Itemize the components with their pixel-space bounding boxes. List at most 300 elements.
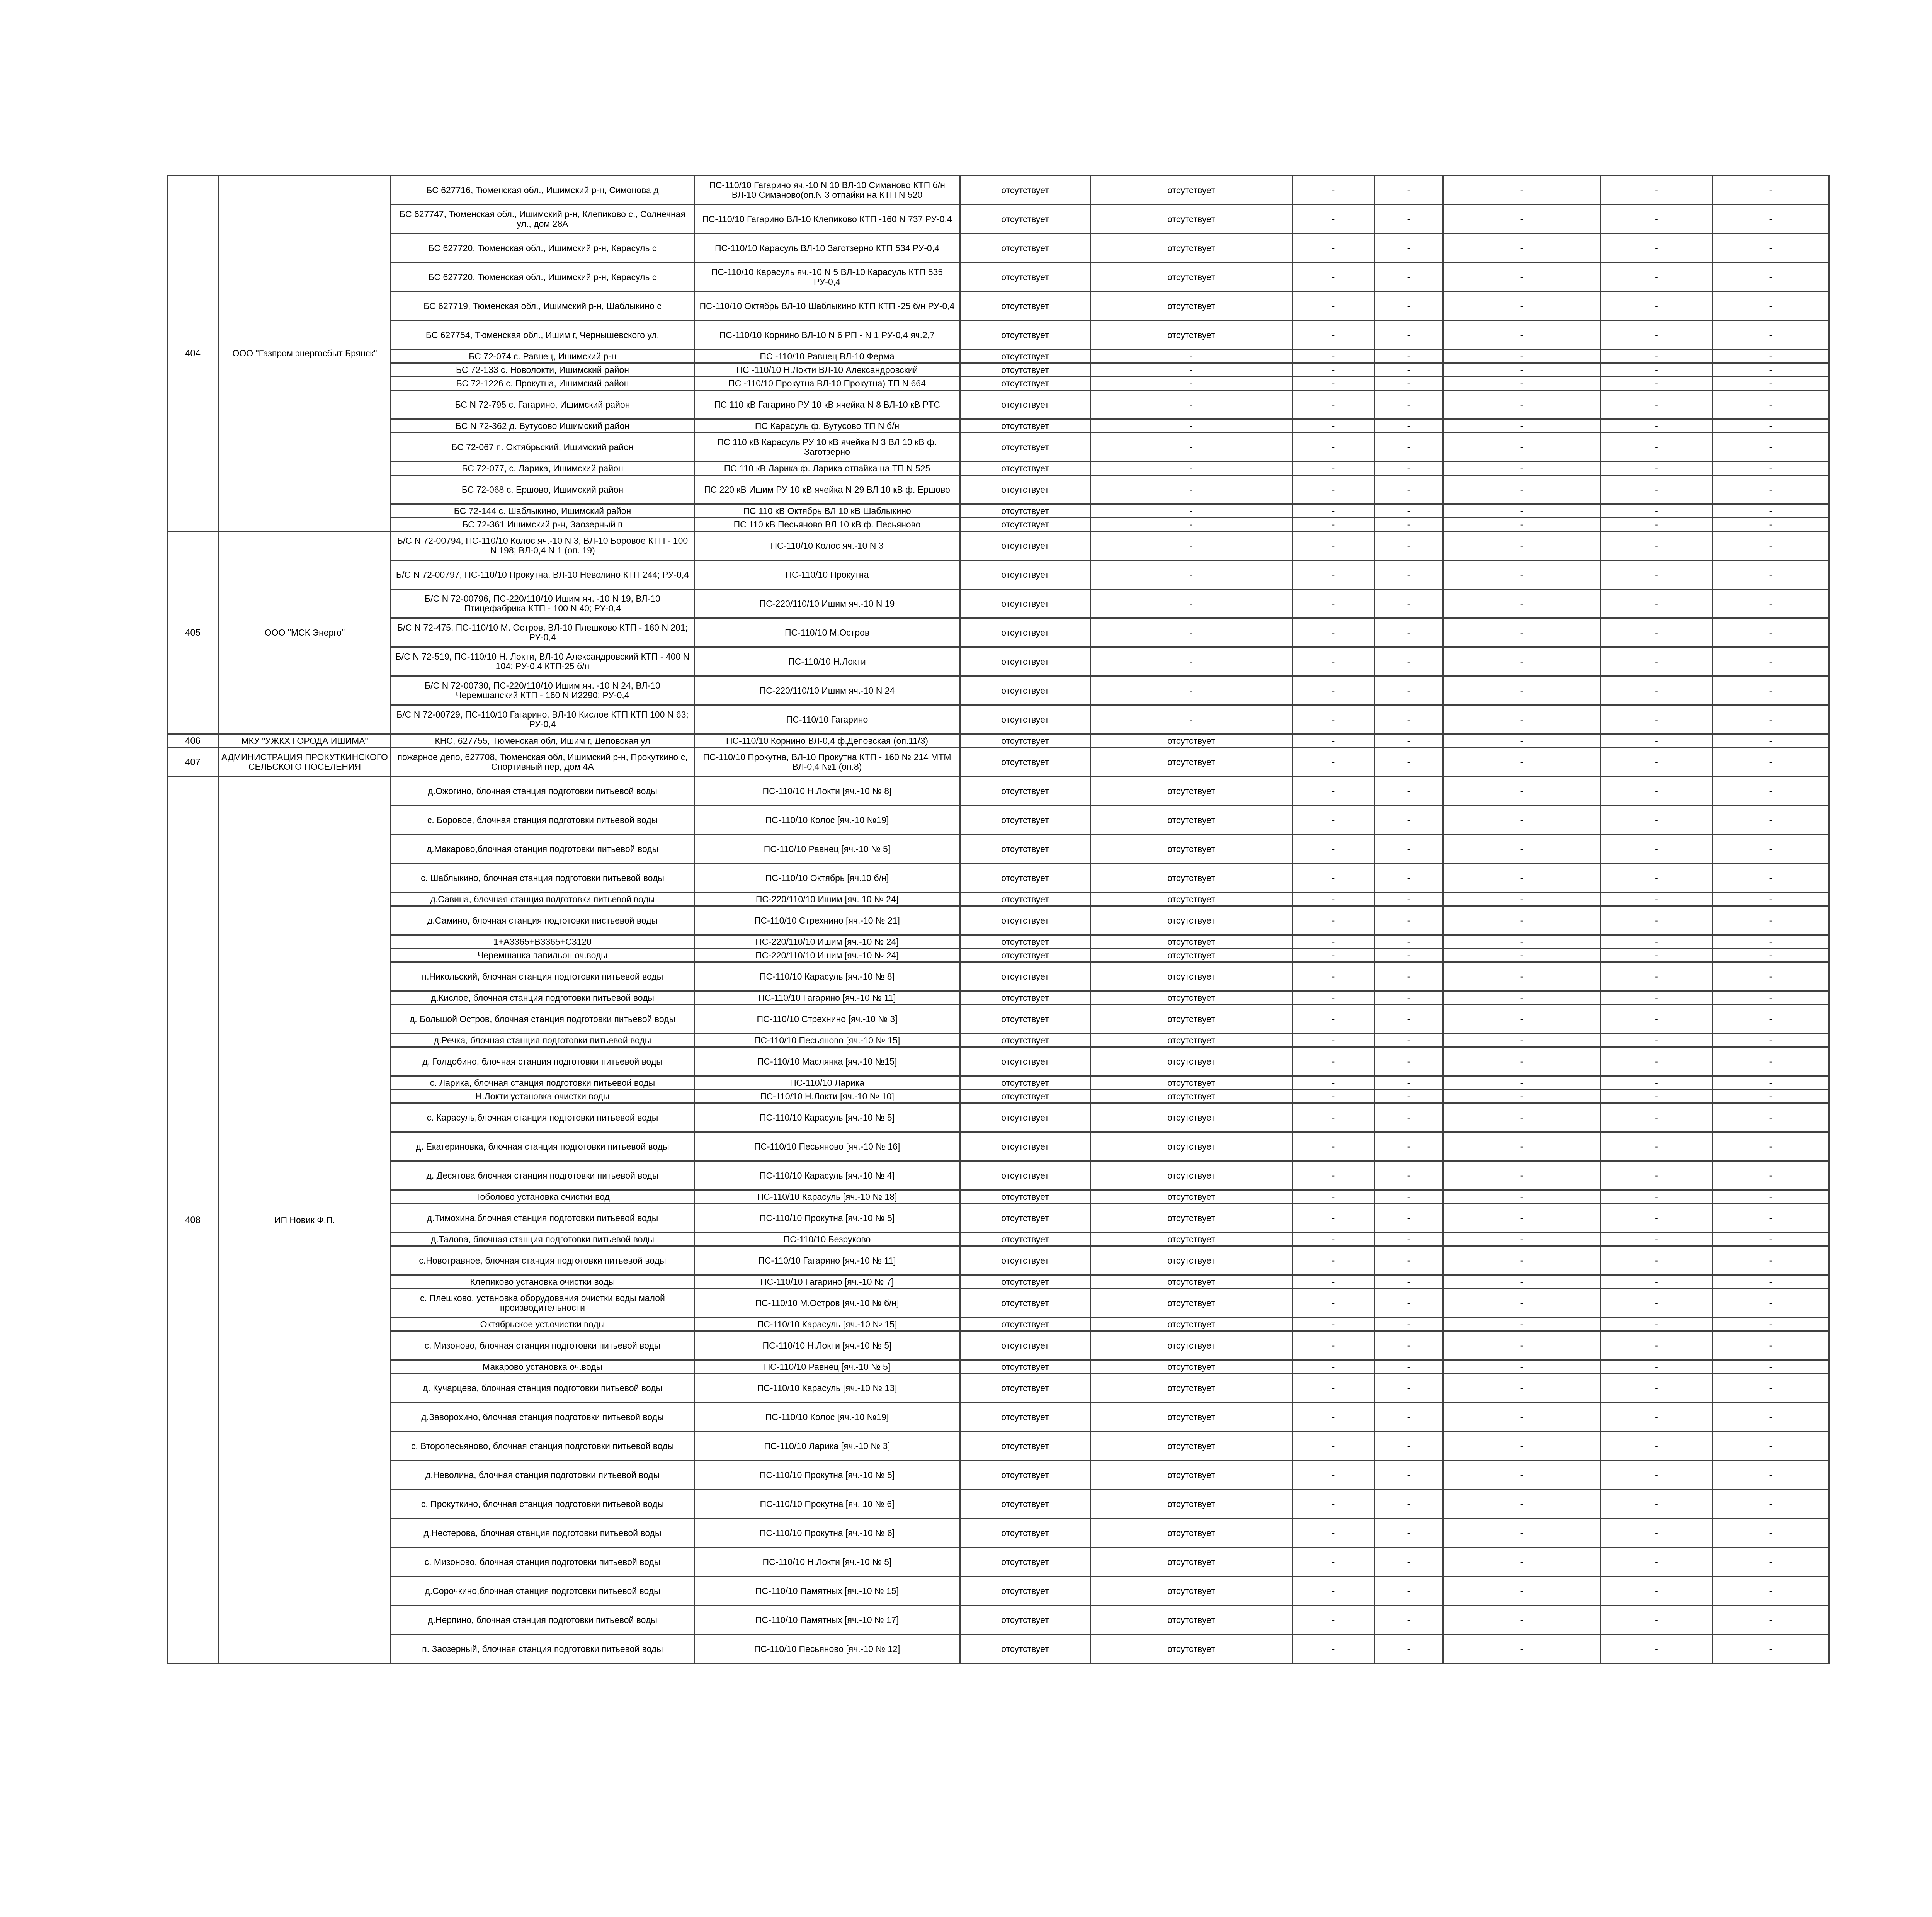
dash-cell: - xyxy=(1601,1403,1713,1432)
dash-cell: - xyxy=(1374,433,1443,462)
object-address: д. Десятова блочная станция подготовки питьевой воды xyxy=(391,1161,694,1190)
dash-cell: - xyxy=(1293,676,1374,705)
object-address: Тоболово установка очистки вод xyxy=(391,1190,694,1204)
dash-cell: - xyxy=(1713,1090,1829,1103)
table-row xyxy=(167,377,1829,390)
status-cell: отсутствует xyxy=(960,518,1090,531)
dash-cell: - xyxy=(1713,560,1829,589)
status-cell: - xyxy=(1090,531,1293,560)
object-address: БС 627720, Тюменская обл., Ишимский р-н, Карасуль с xyxy=(391,234,694,263)
object-address: Б/С N 72-00794, ПС-110/10 Колос яч.-10 N 3, ВЛ-10 Боровое КТП - 100 N 198; ВЛ-0,4 N 1 (оп. 19) xyxy=(391,531,694,560)
status-cell: отсутствует xyxy=(960,935,1090,949)
object-address: Черемшанка павильон оч.воды xyxy=(391,949,694,962)
status-cell: отсутствует xyxy=(960,1403,1090,1432)
status-cell: отсутствует xyxy=(960,1360,1090,1374)
status-cell: отсутствует xyxy=(1090,176,1293,205)
status-cell: отсутствует xyxy=(960,1635,1090,1664)
dash-cell: - xyxy=(1443,1204,1601,1233)
supply-center: ПС-220/110/10 Ишим [яч.-10 № 24] xyxy=(694,935,960,949)
dash-cell: - xyxy=(1601,806,1713,835)
dash-cell: - xyxy=(1374,705,1443,734)
status-cell: отсутствует xyxy=(960,1275,1090,1289)
dash-cell: - xyxy=(1374,1246,1443,1275)
status-cell: отсутствует xyxy=(960,1132,1090,1161)
table-row xyxy=(167,906,1829,935)
object-address: с. Шаблыкино, блочная станция подготовки питьевой воды xyxy=(391,864,694,893)
dash-cell: - xyxy=(1374,321,1443,350)
status-cell: отсутствует xyxy=(1090,1190,1293,1204)
status-cell: отсутствует xyxy=(960,777,1090,806)
supply-center: ПС-110/10 Маслянка [яч.-10 №15] xyxy=(694,1047,960,1076)
dash-cell: - xyxy=(1443,777,1601,806)
dash-cell: - xyxy=(1601,390,1713,419)
dash-cell: - xyxy=(1601,1490,1713,1519)
dash-cell: - xyxy=(1293,433,1374,462)
dash-cell: - xyxy=(1713,1289,1829,1318)
object-address: 1+А3365+В3365+С3120 xyxy=(391,935,694,949)
dash-cell: - xyxy=(1293,205,1374,234)
status-cell: отсутствует xyxy=(1090,1103,1293,1132)
status-cell: отсутствует xyxy=(1090,1577,1293,1606)
table-row xyxy=(167,350,1829,363)
dash-cell: - xyxy=(1713,1577,1829,1606)
dash-cell: - xyxy=(1293,475,1374,504)
dash-cell: - xyxy=(1443,234,1601,263)
object-address: д.Ожогино, блочная станция подготовки питьевой воды xyxy=(391,777,694,806)
supply-center: ПС-110/10 Прокутна, ВЛ-10 Прокутна КТП - 160 № 214 МТМ ВЛ-0,4 №1 (оп.8) xyxy=(694,748,960,777)
dash-cell: - xyxy=(1713,419,1829,433)
status-cell: отсутствует xyxy=(960,864,1090,893)
object-address: БС 627719, Тюменская обл., Ишимский р-н, Шаблыкино с xyxy=(391,292,694,321)
table-row xyxy=(167,618,1829,647)
object-address: д.Савина, блочная станция подготовки питьевой воды xyxy=(391,893,694,906)
status-cell: отсутствует xyxy=(1090,1606,1293,1635)
object-address: д.Неволина, блочная станция подготовки питьевой воды xyxy=(391,1461,694,1490)
dash-cell: - xyxy=(1293,748,1374,777)
dash-cell: - xyxy=(1443,1519,1601,1548)
dash-cell: - xyxy=(1293,419,1374,433)
status-cell: отсутствует xyxy=(1090,806,1293,835)
dash-cell: - xyxy=(1713,1132,1829,1161)
dash-cell: - xyxy=(1443,475,1601,504)
table-row xyxy=(167,1490,1829,1519)
dash-cell: - xyxy=(1713,1548,1829,1577)
dash-cell: - xyxy=(1443,1246,1601,1275)
status-cell: отсутствует xyxy=(960,1289,1090,1318)
object-address: с. Прокуткино, блочная станция подготовки питьевой воды xyxy=(391,1490,694,1519)
supply-center: ПС-110/10 Карасуль яч.-10 N 5 ВЛ-10 Карасуль КТП 535 РУ-0,4 xyxy=(694,263,960,292)
status-cell: отсутствует xyxy=(1090,292,1293,321)
dash-cell: - xyxy=(1374,1360,1443,1374)
table-row xyxy=(167,1360,1829,1374)
supply-center: ПС-110/10 Гагарино xyxy=(694,705,960,734)
dash-cell: - xyxy=(1293,618,1374,647)
dash-cell: - xyxy=(1443,518,1601,531)
status-cell: отсутствует xyxy=(960,991,1090,1005)
dash-cell: - xyxy=(1601,531,1713,560)
dash-cell: - xyxy=(1293,321,1374,350)
status-cell: отсутствует xyxy=(1090,1403,1293,1432)
dash-cell: - xyxy=(1293,462,1374,475)
table-row xyxy=(167,589,1829,618)
dash-cell: - xyxy=(1601,518,1713,531)
object-address: д.Талова, блочная станция подготовки питьевой воды xyxy=(391,1233,694,1246)
dash-cell: - xyxy=(1601,734,1713,748)
supply-center: ПС-110/10 Корнино ВЛ-0,4 ф.Деповская (оп.11/3) xyxy=(694,734,960,748)
table-row xyxy=(167,234,1829,263)
table-row xyxy=(167,321,1829,350)
dash-cell: - xyxy=(1601,1076,1713,1090)
dash-cell: - xyxy=(1374,475,1443,504)
dash-cell: - xyxy=(1293,1090,1374,1103)
dash-cell: - xyxy=(1601,1318,1713,1331)
status-cell: отсутствует xyxy=(960,475,1090,504)
dash-cell: - xyxy=(1374,1519,1443,1548)
dash-cell: - xyxy=(1374,350,1443,363)
supply-center: ПС-110/10 Прокутна xyxy=(694,560,960,589)
table-row xyxy=(167,1034,1829,1047)
status-cell: отсутствует xyxy=(960,263,1090,292)
dash-cell: - xyxy=(1713,1005,1829,1034)
dash-cell: - xyxy=(1293,1047,1374,1076)
status-cell: отсутствует xyxy=(1090,893,1293,906)
dash-cell: - xyxy=(1713,1374,1829,1403)
dash-cell: - xyxy=(1713,176,1829,205)
object-address: д.Сорочкино,блочная станция подготовки питьевой воды xyxy=(391,1577,694,1606)
supply-center: ПС 110 кВ Песьяново ВЛ 10 кВ ф. Песьяново xyxy=(694,518,960,531)
dash-cell: - xyxy=(1443,1190,1601,1204)
dash-cell: - xyxy=(1601,748,1713,777)
dash-cell: - xyxy=(1713,1432,1829,1461)
object-address: пожарное депо, 627708, Тюменская обл, Ишимский р-н, Прокуткино с, Спортивный пер, дом 4А xyxy=(391,748,694,777)
dash-cell: - xyxy=(1443,962,1601,991)
dash-cell: - xyxy=(1293,1432,1374,1461)
dash-cell: - xyxy=(1293,176,1374,205)
status-cell: - xyxy=(1090,390,1293,419)
table-row xyxy=(167,1005,1829,1034)
dash-cell: - xyxy=(1443,991,1601,1005)
status-cell: отсутствует xyxy=(1090,777,1293,806)
dash-cell: - xyxy=(1293,1331,1374,1360)
table-row xyxy=(167,1318,1829,1331)
dash-cell: - xyxy=(1601,1275,1713,1289)
table-row xyxy=(167,504,1829,518)
status-cell: отсутствует xyxy=(1090,1233,1293,1246)
dash-cell: - xyxy=(1713,350,1829,363)
object-address: с.Новотравное, блочная станция подготовки питьевой воды xyxy=(391,1246,694,1275)
dash-cell: - xyxy=(1374,734,1443,748)
supply-center: ПС-110/10 Ларика xyxy=(694,1076,960,1090)
status-cell: - xyxy=(1090,518,1293,531)
table-row xyxy=(167,419,1829,433)
dash-cell: - xyxy=(1443,1490,1601,1519)
dash-cell: - xyxy=(1293,991,1374,1005)
supply-center: ПС-110/10 Памятных [яч.-10 № 15] xyxy=(694,1577,960,1606)
object-address: БС N 72-362 д. Бутусово Ишимский район xyxy=(391,419,694,433)
dash-cell: - xyxy=(1374,1161,1443,1190)
table-row xyxy=(167,1289,1829,1318)
status-cell: - xyxy=(1090,560,1293,589)
supply-center: ПС-110/10 Колос [яч.-10 №19] xyxy=(694,806,960,835)
dash-cell: - xyxy=(1601,705,1713,734)
status-cell: отсутствует xyxy=(1090,935,1293,949)
dash-cell: - xyxy=(1374,864,1443,893)
status-cell: - xyxy=(1090,419,1293,433)
status-cell: отсутствует xyxy=(1090,1490,1293,1519)
status-cell: отсутствует xyxy=(960,1432,1090,1461)
data-table xyxy=(167,175,1830,1664)
dash-cell: - xyxy=(1601,1635,1713,1664)
object-address: д.Нерпино, блочная станция подготовки питьевой воды xyxy=(391,1606,694,1635)
object-address: д.Тимохина,блочная станция подготовки питьевой воды xyxy=(391,1204,694,1233)
table-row xyxy=(167,734,1829,748)
object-address: д. Голдобино, блочная станция подготовки питьевой воды xyxy=(391,1047,694,1076)
dash-cell: - xyxy=(1374,1103,1443,1132)
row-number: 406 xyxy=(167,734,219,748)
supply-center: ПС-220/110/10 Ишим яч.-10 N 24 xyxy=(694,676,960,705)
status-cell: отсутствует xyxy=(960,1190,1090,1204)
dash-cell: - xyxy=(1601,1204,1713,1233)
dash-cell: - xyxy=(1374,1318,1443,1331)
status-cell: отсутствует xyxy=(960,1461,1090,1490)
dash-cell: - xyxy=(1293,504,1374,518)
supply-center: ПС-110/10 Равнец [яч.-10 № 5] xyxy=(694,835,960,864)
dash-cell: - xyxy=(1601,475,1713,504)
status-cell: отсутствует xyxy=(960,205,1090,234)
dash-cell: - xyxy=(1713,433,1829,462)
dash-cell: - xyxy=(1293,363,1374,377)
dash-cell: - xyxy=(1374,176,1443,205)
dash-cell: - xyxy=(1443,949,1601,962)
dash-cell: - xyxy=(1713,935,1829,949)
dash-cell: - xyxy=(1374,835,1443,864)
object-address: с. Ларика, блочная станция подготовки питьевой воды xyxy=(391,1076,694,1090)
status-cell: отсутствует xyxy=(960,1318,1090,1331)
dash-cell: - xyxy=(1601,1606,1713,1635)
dash-cell: - xyxy=(1374,962,1443,991)
status-cell: отсутствует xyxy=(960,1076,1090,1090)
dash-cell: - xyxy=(1601,363,1713,377)
dash-cell: - xyxy=(1601,864,1713,893)
table-row xyxy=(167,205,1829,234)
object-address: Октябрьское уст.очистки воды xyxy=(391,1318,694,1331)
status-cell: отсутствует xyxy=(960,835,1090,864)
dash-cell: - xyxy=(1713,390,1829,419)
dash-cell: - xyxy=(1293,935,1374,949)
dash-cell: - xyxy=(1293,1076,1374,1090)
supply-center: ПС-110/10 Прокутна [яч.-10 № 5] xyxy=(694,1204,960,1233)
status-cell: отсутствует xyxy=(1090,1204,1293,1233)
dash-cell: - xyxy=(1293,777,1374,806)
status-cell: отсутствует xyxy=(1090,321,1293,350)
dash-cell: - xyxy=(1443,864,1601,893)
table-row xyxy=(167,1432,1829,1461)
dash-cell: - xyxy=(1443,1331,1601,1360)
supply-center: ПС 110 кВ Ларика ф. Ларика отпайка на ТП N 525 xyxy=(694,462,960,475)
dash-cell: - xyxy=(1374,935,1443,949)
dash-cell: - xyxy=(1293,1034,1374,1047)
object-address: с. Второпесьяново, блочная станция подготовки питьевой воды xyxy=(391,1432,694,1461)
status-cell: отсутствует xyxy=(960,1103,1090,1132)
dash-cell: - xyxy=(1601,419,1713,433)
status-cell: отсутствует xyxy=(1090,1318,1293,1331)
supply-center: ПС Карасуль ф. Бутусово ТП N б/н xyxy=(694,419,960,433)
table-row xyxy=(167,1161,1829,1190)
table-row xyxy=(167,777,1829,806)
dash-cell: - xyxy=(1601,676,1713,705)
status-cell: - xyxy=(1090,350,1293,363)
dash-cell: - xyxy=(1374,676,1443,705)
status-cell: отсутствует xyxy=(1090,835,1293,864)
dash-cell: - xyxy=(1713,906,1829,935)
dash-cell: - xyxy=(1601,560,1713,589)
dash-cell: - xyxy=(1443,419,1601,433)
dash-cell: - xyxy=(1601,1432,1713,1461)
dash-cell: - xyxy=(1713,475,1829,504)
status-cell: отсутствует xyxy=(1090,906,1293,935)
status-cell: отсутствует xyxy=(1090,1047,1293,1076)
object-address: Н.Локти установка очистки воды xyxy=(391,1090,694,1103)
status-cell: отсутствует xyxy=(960,1005,1090,1034)
dash-cell: - xyxy=(1374,518,1443,531)
supply-center: ПС-110/10 Н.Локти [яч.-10 № 8] xyxy=(694,777,960,806)
status-cell: отсутствует xyxy=(1090,1090,1293,1103)
dash-cell: - xyxy=(1443,1034,1601,1047)
supply-center: ПС-110/10 Н.Локти [яч.-10 № 10] xyxy=(694,1090,960,1103)
dash-cell: - xyxy=(1443,893,1601,906)
dash-cell: - xyxy=(1374,748,1443,777)
dash-cell: - xyxy=(1601,1005,1713,1034)
table-row xyxy=(167,518,1829,531)
supply-center: ПС-110/10 Гагарино [яч.-10 № 11] xyxy=(694,1246,960,1275)
dash-cell: - xyxy=(1713,1246,1829,1275)
object-address: с. Боровое, блочная станция подготовки питьевой воды xyxy=(391,806,694,835)
status-cell: отсутствует xyxy=(1090,205,1293,234)
dash-cell: - xyxy=(1293,1204,1374,1233)
dash-cell: - xyxy=(1293,390,1374,419)
dash-cell: - xyxy=(1293,1519,1374,1548)
table-row xyxy=(167,263,1829,292)
organization-name: МКУ "УЖКХ ГОРОДА ИШИМА" xyxy=(219,734,391,748)
object-address: Клепиково установка очистки воды xyxy=(391,1275,694,1289)
dash-cell: - xyxy=(1713,618,1829,647)
object-address: БС 627754, Тюменская обл., Ишим г, Чернышевского ул. xyxy=(391,321,694,350)
object-address: д. Кучарцева, блочная станция подготовки питьевой воды xyxy=(391,1374,694,1403)
supply-center: ПС-110/10 Ларика [яч.-10 № 3] xyxy=(694,1432,960,1461)
organization-name: ИП Новик Ф.П. xyxy=(219,777,391,1664)
dash-cell: - xyxy=(1443,1005,1601,1034)
status-cell: отсутствует xyxy=(1090,1076,1293,1090)
dash-cell: - xyxy=(1713,205,1829,234)
status-cell: отсутствует xyxy=(960,1090,1090,1103)
dash-cell: - xyxy=(1713,1161,1829,1190)
dash-cell: - xyxy=(1293,864,1374,893)
status-cell: - xyxy=(1090,647,1293,676)
status-cell: - xyxy=(1090,589,1293,618)
object-address: д.Кислое, блочная станция подготовки питьевой воды xyxy=(391,991,694,1005)
status-cell: отсутствует xyxy=(1090,1519,1293,1548)
status-cell: отсутствует xyxy=(960,1374,1090,1403)
dash-cell: - xyxy=(1374,647,1443,676)
dash-cell: - xyxy=(1293,1490,1374,1519)
dash-cell: - xyxy=(1713,1519,1829,1548)
status-cell: отсутствует xyxy=(960,949,1090,962)
dash-cell: - xyxy=(1374,1461,1443,1490)
dash-cell: - xyxy=(1713,1103,1829,1132)
dash-cell: - xyxy=(1601,462,1713,475)
dash-cell: - xyxy=(1713,1490,1829,1519)
status-cell: отсутствует xyxy=(960,433,1090,462)
dash-cell: - xyxy=(1443,321,1601,350)
object-address: БС 72-361 Ишимский р-н, Заозерный п xyxy=(391,518,694,531)
dash-cell: - xyxy=(1443,1161,1601,1190)
dash-cell: - xyxy=(1293,1132,1374,1161)
dash-cell: - xyxy=(1443,1548,1601,1577)
dash-cell: - xyxy=(1443,1090,1601,1103)
row-number: 405 xyxy=(167,531,219,734)
dash-cell: - xyxy=(1374,1275,1443,1289)
dash-cell: - xyxy=(1374,1331,1443,1360)
dash-cell: - xyxy=(1713,835,1829,864)
status-cell: отсутствует xyxy=(960,1548,1090,1577)
dash-cell: - xyxy=(1713,292,1829,321)
dash-cell: - xyxy=(1713,1076,1829,1090)
table-row xyxy=(167,1132,1829,1161)
dash-cell: - xyxy=(1374,949,1443,962)
status-cell: отсутствует xyxy=(1090,1132,1293,1161)
status-cell: отсутствует xyxy=(1090,991,1293,1005)
dash-cell: - xyxy=(1713,864,1829,893)
dash-cell: - xyxy=(1713,462,1829,475)
dash-cell: - xyxy=(1293,377,1374,390)
object-address: с. Плешково, установка оборудования очистки воды малой производительности xyxy=(391,1289,694,1318)
status-cell: отсутствует xyxy=(960,705,1090,734)
dash-cell: - xyxy=(1601,205,1713,234)
supply-center: ПС-110/10 Песьяново [яч.-10 № 16] xyxy=(694,1132,960,1161)
dash-cell: - xyxy=(1601,618,1713,647)
status-cell: отсутствует xyxy=(1090,1289,1293,1318)
dash-cell: - xyxy=(1374,1289,1443,1318)
dash-cell: - xyxy=(1601,893,1713,906)
table-row xyxy=(167,1204,1829,1233)
supply-center: ПС-110/10 Н.Локти xyxy=(694,647,960,676)
row-number: 408 xyxy=(167,777,219,1664)
dash-cell: - xyxy=(1293,893,1374,906)
dash-cell: - xyxy=(1374,1548,1443,1577)
dash-cell: - xyxy=(1293,1403,1374,1432)
supply-center: ПС -110/10 Прокутна ВЛ-10 Прокутна) ТП N 664 xyxy=(694,377,960,390)
dash-cell: - xyxy=(1713,518,1829,531)
status-cell: отсутствует xyxy=(960,1047,1090,1076)
status-cell: отсутствует xyxy=(960,377,1090,390)
status-cell: отсутствует xyxy=(960,1233,1090,1246)
supply-center: ПС-110/10 Равнец [яч.-10 № 5] xyxy=(694,1360,960,1374)
object-address: с. Мизоново, блочная станция подготовки питьевой воды xyxy=(391,1548,694,1577)
dash-cell: - xyxy=(1713,748,1829,777)
object-address: Макарово установка оч.воды xyxy=(391,1360,694,1374)
dash-cell: - xyxy=(1601,589,1713,618)
dash-cell: - xyxy=(1374,1034,1443,1047)
status-cell: отсутствует xyxy=(960,1606,1090,1635)
dash-cell: - xyxy=(1443,1403,1601,1432)
dash-cell: - xyxy=(1443,1577,1601,1606)
status-cell: отсутствует xyxy=(960,176,1090,205)
object-address: Б/С N 72-00796, ПС-220/110/10 Ишим яч. -10 N 19, ВЛ-10 Птицефабрика КТП - 100 N 40; РУ-0,4 xyxy=(391,589,694,618)
object-address: д.Макарово,блочная станция подготовки питьевой воды xyxy=(391,835,694,864)
dash-cell: - xyxy=(1713,991,1829,1005)
supply-center: ПС -110/10 Н.Локти ВЛ-10 Александровский xyxy=(694,363,960,377)
dash-cell: - xyxy=(1601,350,1713,363)
